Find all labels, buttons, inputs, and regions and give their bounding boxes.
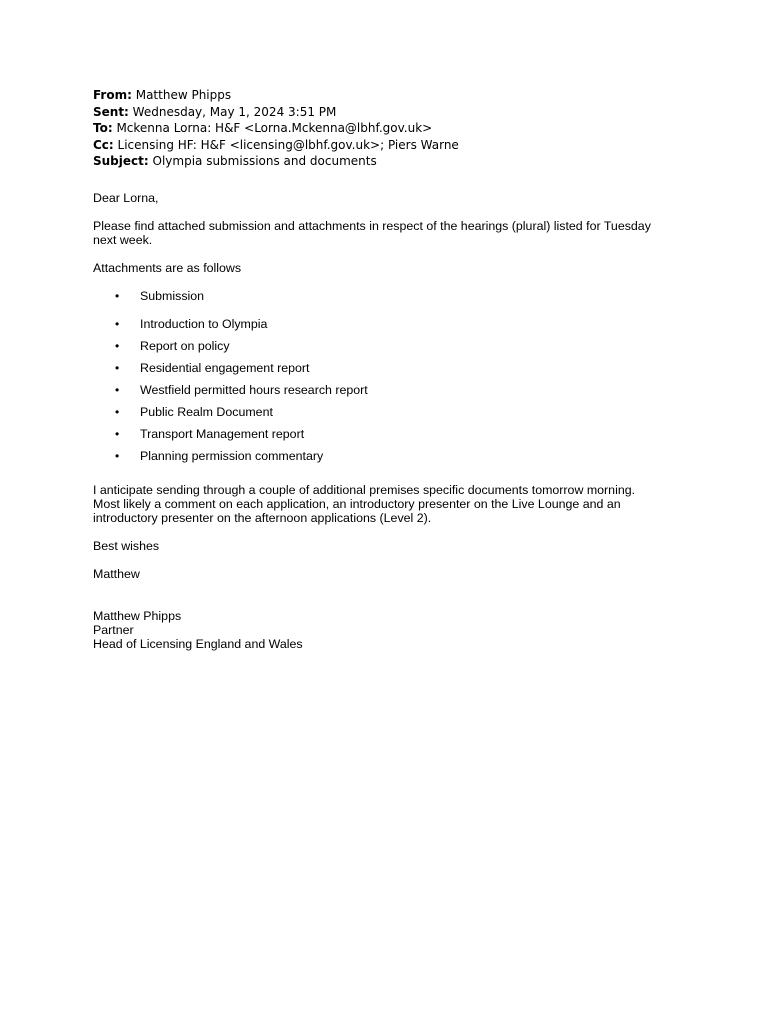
subject-value: Olympia submissions and documents [148, 154, 377, 168]
bullet-icon: • [115, 448, 120, 463]
attachments-intro: Attachments are as follows [93, 260, 242, 275]
email-body [93, 191, 693, 651]
list-item [93, 383, 693, 405]
bullet-icon: • [115, 382, 120, 397]
signature-title: Partner [93, 622, 134, 637]
attachment-name: Residential engagement report [140, 360, 310, 375]
to-label: To: [93, 121, 113, 135]
header-from [93, 87, 693, 104]
subject-label: Subject: [93, 154, 149, 168]
attachment-name: Report on policy [140, 338, 230, 353]
attachment-name: Transport Management report [140, 426, 305, 441]
attachment-name: Westfield permitted hours research report [140, 382, 368, 397]
list-item [93, 405, 693, 427]
list-item [93, 289, 693, 317]
list-item [93, 339, 693, 361]
signoff: Best wishes [93, 538, 160, 553]
from-label: From: [93, 88, 132, 102]
bullet-icon: • [115, 338, 120, 353]
bullet-icon: • [115, 288, 120, 303]
cc-label: Cc: [93, 137, 114, 152]
header-sent [93, 104, 693, 121]
bullet-icon: • [115, 404, 120, 419]
cc-value: Licensing HF: H&F <licensing@lbhf.gov.uk>; Piers Warne [113, 137, 459, 152]
followup-line: I anticipate sending through a couple of additional premises specific documents tomorrow morning. [93, 482, 636, 497]
attachments-list [93, 289, 693, 471]
header-to [93, 120, 693, 137]
signature-name: Matthew Phipps [93, 608, 182, 623]
sign-name: Matthew [93, 566, 140, 581]
followup-paragraph [93, 483, 693, 525]
list-item [93, 361, 693, 383]
bullet-icon: • [115, 316, 120, 331]
sent-value: Wednesday, May 1, 2024 3:51 PM [128, 104, 337, 119]
list-item [93, 449, 693, 471]
intro-line: Please find attached submission and attachments in respect of the hearings (plural) listed for Tuesday [93, 218, 651, 233]
intro-paragraph [93, 219, 693, 247]
header-cc [93, 137, 693, 154]
greeting: Dear Lorna, [93, 190, 159, 205]
intro-line: next week. [93, 232, 153, 247]
followup-line: introductory presenter on the afternoon applications (Level 2). [93, 510, 432, 525]
attachment-name: Public Realm Document [140, 404, 273, 419]
followup-line: Most likely a comment on each application, an introductory presenter on the Live Lounge and an [93, 496, 621, 511]
attachment-name: Planning permission commentary [140, 448, 324, 463]
attachment-name: Introduction to Olympia [140, 316, 268, 331]
list-item [93, 427, 693, 449]
signature-role: Head of Licensing England and Wales [93, 636, 303, 651]
signature-block [93, 609, 693, 651]
bullet-icon: • [115, 426, 120, 441]
email-document [93, 87, 693, 651]
to-value: Mckenna Lorna: H&F <Lorna.Mckenna@lbhf.gov.uk> [112, 121, 433, 135]
attachment-name: Submission [140, 288, 205, 303]
list-item [93, 317, 693, 339]
sent-label: Sent: [93, 104, 129, 119]
from-value: Matthew Phipps [131, 88, 232, 102]
email-header [93, 87, 693, 170]
header-subject [93, 153, 693, 170]
bullet-icon: • [115, 360, 120, 375]
